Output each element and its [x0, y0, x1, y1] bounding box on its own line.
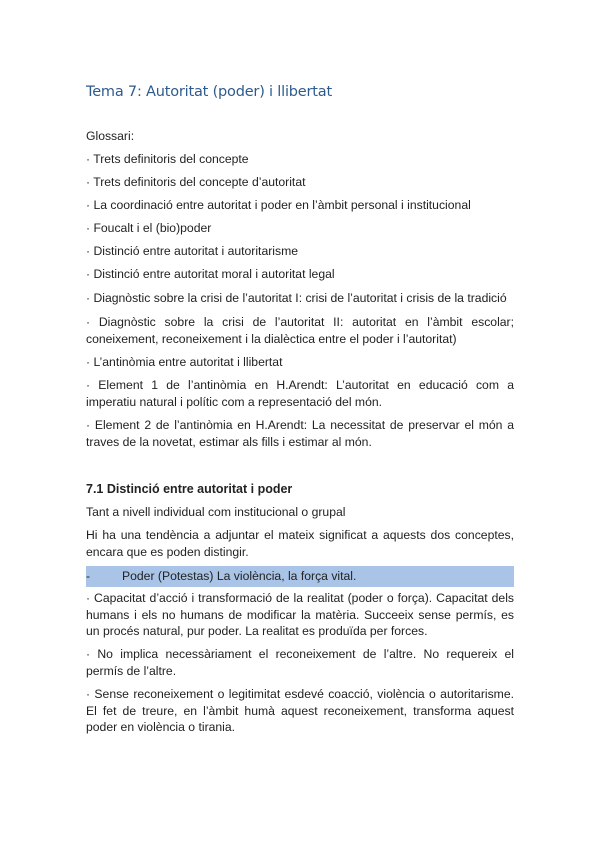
section-heading: 7.1 Distinció entre autoritat i poder: [86, 482, 293, 496]
section-intro: Tant a nivell individual com institucional o grupal: [86, 505, 346, 519]
glossari-item-1: · Trets definitoris del concepte: [86, 152, 249, 166]
glossari-item-6: · Distinció entre autoritat moral i autoritat legal: [86, 267, 335, 281]
glossari-item-5: · Distinció entre autoritat i autoritarisme: [86, 244, 299, 258]
point-2: · No implica necessàriament el reconeixement de l’altre. No requereix el permís de l’altre.: [86, 647, 514, 678]
glossari-label: Glossari:: [86, 129, 135, 143]
glossari-item-10: · Element 1 de l’antinòmia en H.Arendt: L’autoritat en educació com a imperatiu natural i polític com a representació del món.: [86, 378, 514, 409]
glossari-item-2: · Trets definitoris del concepte d’autoritat: [86, 175, 306, 189]
glossari-item-11: · Element 2 de l’antinòmia en H.Arendt: La necessitat de preservar el món a traves de la novetat, estimar als fills i estimar al món.: [86, 418, 514, 449]
glossari-item-9: · L’antinòmia entre autoritat i llibertat: [86, 355, 283, 369]
glossari-item-4: · Foucalt i el (bio)poder: [86, 221, 212, 235]
point-1: · Capacitat d’acció i transformació de la realitat (poder o força). Capacitat dels humans i els no humans de modificar la matèria. Succeeix sense permís, es un procés natural, pur poder. La realitat es produïda per forces.: [86, 591, 514, 638]
highlight-text: Poder (Potestas) La violència, la força vital.: [122, 569, 357, 583]
glossari-item-8: · Diagnòstic sobre la crisi de l’autoritat II: autoritat en l’àmbit escolar; coneixement, reconeixement i la dialèctica entre el poder i l’autoritat): [86, 315, 514, 346]
highlight-dash: -: [86, 569, 91, 583]
page-title: Tema 7: Autoritat (poder) i llibertat: [86, 84, 332, 100]
glossari-item-3: · La coordinació entre autoritat i poder en l’àmbit personal i institucional: [86, 198, 471, 212]
highlighted-definition: [86, 566, 514, 587]
glossari-item-7: · Diagnòstic sobre la crisi de l’autoritat I: crisi de l’autoritat i crisis de la tradició: [86, 291, 507, 305]
section-tendency: Hi ha una tendència a adjuntar el mateix significat a aquests dos conceptes, encara que es poden distingir.: [86, 528, 514, 559]
point-3: · Sense reconeixement o legitimitat esdevé coacció, violència o autoritarisme. El fet de treure, en l’àmbit humà aquest reconeixement, transforma aquest poder en violència o tirania.: [86, 687, 514, 734]
